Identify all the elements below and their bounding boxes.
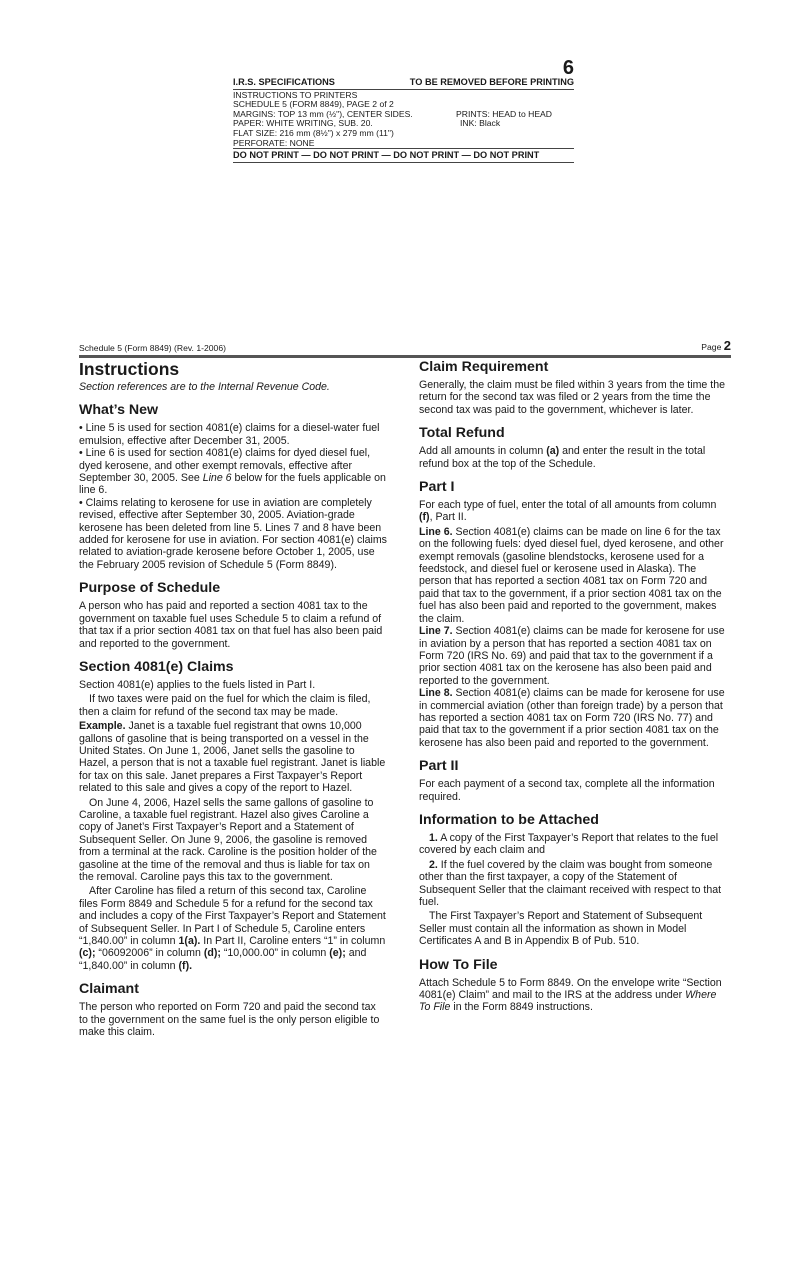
bold-text: Line 6. [419,525,453,538]
text-run: and “1,840.00” in column [79,947,367,972]
paragraph [79,447,387,497]
section-heading: Instructions [79,359,180,379]
section-heading: Part I [419,479,455,496]
paragraph [79,600,387,650]
section-heading: Part II [419,758,459,775]
paragraph [79,497,387,571]
bold-text: (c); [79,947,96,960]
text-run: • Claims relating to kerosene for use in aviation are completely revised, effective after September 30, 2005. Aviation-grade kerosene has been deleted from line 5. Lines 7 and 8 have been added for kerosene for use in aviation. For section 4081(e) claims related to aviation-grade kerosene before October 1, 2005, use the February 2005 revision of Schedule 5 (Form 8849). [79,496,387,571]
text-run: A copy of the First Taxpayer’s Report that relates to the fuel covered by each claim and [419,831,719,857]
text-run: Section 4081(e) claims can be made for kerosene for use in commercial aviation (other than foreign trade) by a person that has reported a section 4081 tax on Form 720 (IRS No. 77) and paid that tax to the government if a prior section 4081 tax on the kerosene has also been paid and reported to the government. [419,687,725,749]
section-heading: Purpose of Schedule [79,580,221,597]
bold-text: 2. [429,858,438,871]
bold-text: Line 7. [419,625,453,638]
spec-title: I.R.S. SPECIFICATIONS [233,77,335,87]
bold-text: (f). [178,959,193,972]
spec-line: INSTRUCTIONS TO PRINTERS [233,89,358,100]
spec-perforate: PERFORATE: NONE [233,139,574,150]
text-run: For each payment of a second tax, complete all the information required. [419,778,715,803]
spec-removed-note: TO BE REMOVED BEFORE PRINTING [409,77,574,87]
spec-paper: PAPER: WHITE WRITING, SUB. 20. [233,118,373,129]
bold-text: 1. [429,831,438,844]
paragraph [79,1001,387,1038]
text-run: The person who reported on Form 720 and paid the second tax to the government on the same fuel is the only person eligible to make this claim. [79,1001,380,1039]
text-run: “10,000.00” in column [220,947,330,960]
bold-text: (f) [419,511,430,524]
spec-line: FLAT SIZE: 216 mm (8½") x 279 mm (11") [233,127,394,138]
bold-text: 1(a). [178,935,201,948]
section-subtitle: Section references are to the Internal Revenue Code. [79,381,330,393]
text-run: in the Form 8849 instructions. [450,1001,593,1014]
text-run: For each type of fuel, enter the total of all amounts from column [419,499,717,512]
right-column [419,357,727,1016]
page-number: 2 [723,338,731,353]
paragraph [419,910,727,947]
bold-text: Line 8. [419,687,453,700]
left-column [79,357,387,1040]
paragraph [419,778,727,803]
text-run: The First Taxpayer’s Report and Statement of Subsequent Seller must contain all the information as shown in Model Certificates A and B in Appendix B of Pub. 510. [419,910,703,948]
section-heading: Section 4081(e) Claims [79,658,234,675]
paragraph [419,859,727,909]
paragraph [419,625,727,687]
text-run: Section 4081(e) claims can be made for kerosene for use in aviation by a person that has reported a section 4081 tax on Form 720 (IRS No. 69) and paid that tax to the government if a prior section 4081 tax on the kerosene has also been paid and reported to the government. [419,625,725,687]
paragraph [419,687,727,749]
section-heading: Claim Requirement [419,359,549,375]
text-run: and enter the result in the total refund box at the top of the Schedule. [419,445,706,470]
text-run: • Line 5 is used for section 4081(e) claims for a diesel-water fuel emulsion, effective after December 31, 2005. [79,422,380,447]
section-heading: What’s New [79,402,159,419]
paragraph [79,693,387,718]
text-run: Generally, the claim must be filed within 3 years from the time the return for the second tax was filed or 2 years from the time the second tax was paid to the government, whichever is later. [419,379,725,416]
text-run: Section 4081(e) claims can be made on line 6 for the tax on the following fuels: dyed diesel fuel, dyed kerosene, and other exempt removals (gasoline blendstocks, kerosene used for a feedstock, and diesel fuel or kerosene used in Alaska). The person that has reported a section 4081 tax on Form 720 and paid that tax to the government, if a prior section 4081 tax on the fuel has also been paid and reported to the government, makes the claim. [419,525,724,625]
text-run: If two taxes were paid on the fuel for which the claim is filed, then a claim for refund of the second tax may be made. [79,693,371,718]
text-run: A person who has paid and reported a section 4081 tax to the government on taxable fuel uses Schedule 5 to claim a refund of that tax if a prior section 4081 tax on that fuel has also been paid and reported to the government. [79,600,383,650]
text-run: , Part II. [429,511,467,524]
text-run: “06092006” in column [95,947,204,960]
paragraph [419,379,727,416]
spec-margins: MARGINS: TOP 13 mm (½"), CENTER SIDES. [233,108,413,119]
running-header [79,338,731,358]
text-run: Janet is a taxable fuel registrant that owns 10,000 gallons of gasoline that is being transported on a vessel in the United States. On June 1, 2006, Janet sells the gasoline to Hazel, a person that is not a taxable fuel registrant. Janet is liable for tax on this sale. Janet prepares a First Taxpayer’s Report related to this sale and gives a copy of the report to Hazel. [79,720,386,795]
bold-text: (d); [203,947,221,960]
section-heading: Claimant [79,981,139,998]
paragraph [79,679,387,691]
italic-text: Where To File [419,989,717,1014]
spec-line: SCHEDULE 5 (FORM 8849), PAGE 2 of 2 [233,99,394,110]
paragraph [79,797,387,884]
printer-spec-box [233,58,574,163]
text-run: Attach Schedule 5 to Form 8849. On the envelope write “Section 4081(e) Claim” and mail to the IRS at the address under [419,976,722,1002]
section-heading: Information to be Attached [419,811,599,828]
section-heading: How To File [419,956,498,973]
do-not-print-banner: DO NOT PRINT — DO NOT PRINT — DO NOT PRINT — DO NOT PRINT [233,149,574,163]
text-run: On June 4, 2006, Hazel sells the same gallons of gasoline to Caroline, a taxable fuel registrant. Hazel also gives Caroline a copy of Janet’s First Taxpayer’s Report and a Statement of Subsequent Seller. On June 9, 2006, the gasoline is removed from a terminal at the rack. Caroline is the position holder of the gasoline at the time of the removal and thus is liable for tax on the removal. Caroline pays this tax to the government. [79,796,377,883]
bold-text: Example. [79,720,126,733]
text-run: After Caroline has filed a return of this second tax, Caroline files Form 8849 and Schedule 5 for a refund for the second tax and includes a copy of the First Taxpayer’s Report and Statement of Subsequent Seller. In Part I of Schedule 5, Caroline enters “1,840.00” in column [79,885,386,948]
page-indicator [701,338,731,353]
bold-text: (e); [329,947,346,960]
italic-text: Line 6 [202,472,232,485]
paragraph [79,720,387,794]
paragraph [79,422,387,447]
text-run: In Part II, Caroline enters “1” in column [200,935,386,948]
paragraph [419,832,727,857]
paragraph [79,885,387,972]
spec-ink: INK: Black [460,118,501,129]
section-heading: Total Refund [419,425,505,442]
spec-page-number: 6 [562,57,574,79]
text-run: • Line 6 is used for section 4081(e) claims for dyed diesel fuel, dyed kerosene, and other exempt removals, effective after September 30, 2005. See [79,447,371,485]
bold-text: (a) [546,445,560,458]
paragraph [419,526,727,625]
spec-header-row [233,78,574,90]
spec-prints: PRINTS: HEAD to HEAD [456,108,552,119]
text-run: Add all amounts in column [419,445,547,458]
paragraph [419,445,727,470]
paragraph [419,499,727,524]
page-label: Page [701,342,722,352]
text-run: Section 4081(e) applies to the fuels listed in Part I. [79,678,316,691]
paragraph [419,977,727,1014]
text-run: below for the fuels applicable on line 6. [79,472,386,497]
form-identifier: Schedule 5 (Form 8849) (Rev. 1-2006) [79,343,226,353]
text-run: If the fuel covered by the claim was bought from someone other than the first taxpayer, a copy of the Statement of Subsequent Seller that the claimant received with respect to that fuel. [419,858,722,908]
